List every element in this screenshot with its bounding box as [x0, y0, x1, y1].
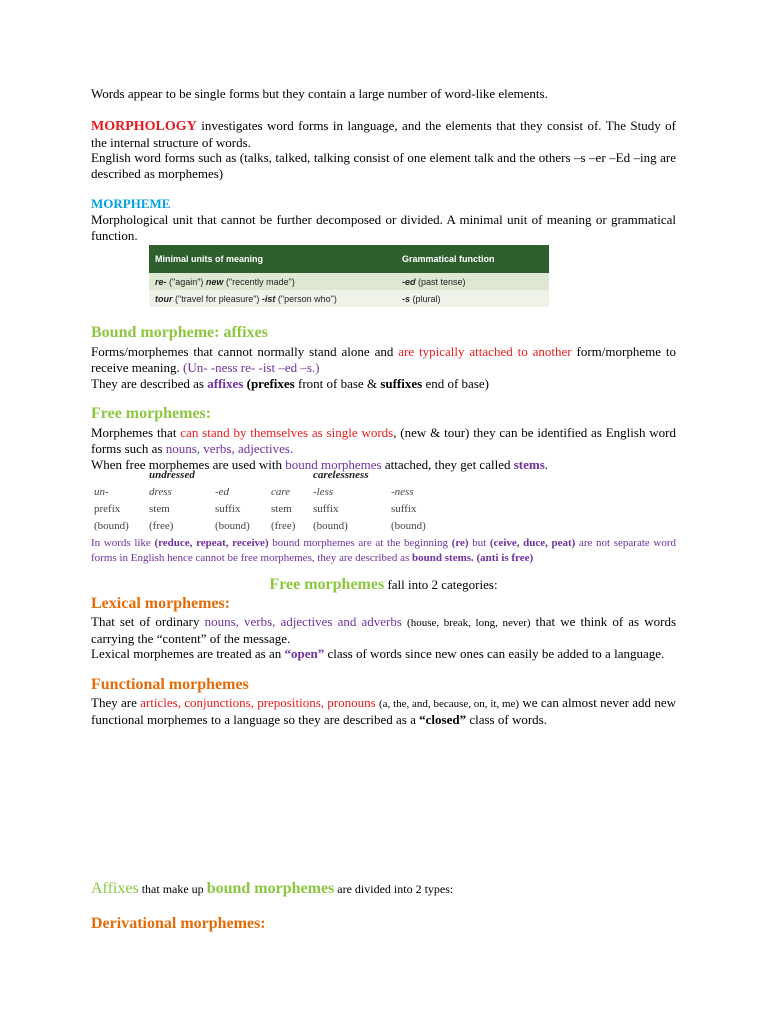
word-label-carelessness: carelessness: [313, 469, 369, 481]
table-cell: tour ("travel for pleasure") -ist ("person who"): [149, 290, 396, 307]
categories-line: Free morphemes fall into 2 categories:: [269, 576, 498, 593]
table-header-meaning: Minimal units of meaning: [149, 245, 396, 273]
table-row: [149, 273, 549, 290]
morph-cell: suffix: [391, 503, 417, 515]
morph-cell: dress: [149, 486, 172, 498]
morphology-example: English word forms such as (talks, talked, talking consist of one element talk and the others –s –er –Ed –ing are described as morphemes): [91, 150, 676, 181]
morphology-definition: investigates word forms in language, and the elements that they consist of. The Study of the internal structure of words.: [91, 118, 676, 150]
morphology-paragraph: [91, 118, 676, 151]
morph-cell: -ed: [215, 486, 230, 498]
free-paragraph: Morphemes that can stand by themselves as single words, (new & tour) they can be identified as English word forms such as nouns, verbs, adjectives.: [91, 425, 677, 456]
functional-paragraph: They are articles, conjunctions, prepositions, pronouns (a, the, and, because, on, it, me) we can almost never add new functional morphemes to a language so they are described as a “closed” class of words.: [91, 695, 676, 727]
affixes-description: They are described as affixes (prefixes front of base & suffixes end of base): [91, 376, 489, 391]
morph-cell: -less: [313, 486, 334, 498]
bound-heading: [91, 325, 676, 341]
intro-text: Words appear to be single forms but they contain a large number of word-like elements.: [91, 86, 548, 101]
word-breakdown-grid: [91, 469, 511, 534]
lexical-heading: [91, 596, 676, 612]
functional-heading: [91, 677, 676, 693]
bound-paragraph: Forms/morphemes that cannot normally stand alone and are typically attached to another form/morpheme to receive meaning. (Un- -ness re- -ist –ed –s.): [91, 344, 676, 375]
lexical-paragraph: That set of ordinary nouns, verbs, adjectives and adverbs (house, break, long, never) that we think of as words carrying the “content” of the message.: [91, 614, 677, 646]
morph-cell: un-: [94, 486, 109, 498]
lexical-open-class: Lexical morphemes are treated as an “open” class of words since new ones can easily be added to a language.: [91, 646, 665, 661]
morph-cell: stem: [149, 503, 170, 515]
morph-cell: (bound): [215, 520, 250, 532]
bound-title: Bound morpheme: affixes: [91, 324, 268, 341]
table-row: [149, 290, 549, 307]
affixes-line: Affixes that make up bound morphemes are divided into 2 types:: [91, 880, 454, 897]
word-label-undressed: undressed: [149, 469, 195, 481]
derivational-heading: [91, 916, 676, 932]
morph-cell: prefix: [94, 503, 121, 515]
morpheme-definition: Morphological unit that cannot be further decomposed or divided. A minimal unit of meaning or grammatical function.: [91, 212, 676, 243]
morpheme-table: [149, 245, 549, 307]
free-title: Free morphemes:: [91, 405, 212, 422]
morpheme-title: MORPHEME: [91, 196, 171, 211]
categories-title: Free morphemes: [269, 576, 385, 593]
morpheme-heading: [91, 196, 676, 212]
table-header-grammatical: Grammatical function: [396, 245, 549, 273]
derivational-title: Derivational morphemes:: [91, 915, 266, 932]
morph-cell: (free): [149, 520, 174, 532]
table-cell: -ed (past tense): [396, 273, 549, 290]
table-cell: re- ("again") new ("recently made"): [149, 273, 396, 290]
morph-cell: care: [271, 486, 291, 498]
morph-cell: -ness: [391, 486, 414, 498]
lexical-title: Lexical morphemes:: [91, 595, 231, 612]
free-heading: [91, 406, 676, 422]
affixes-word: Affixes: [91, 880, 139, 897]
morph-cell: suffix: [313, 503, 339, 515]
morph-cell: suffix: [215, 503, 241, 515]
bound-morphemes-word: bound morphemes: [206, 880, 335, 897]
functional-title: Functional morphemes: [91, 676, 249, 693]
morphology-title: MORPHOLOGY: [91, 119, 197, 134]
bound-stems-note: In words like (reduce, repeat, receive) bound morphemes are at the beginning (re) but (ceive, duce, peat) are not separate word forms in English hence cannot be free morphemes, they are described as bound stems. (anti is free): [91, 537, 677, 564]
morph-cell: (free): [271, 520, 296, 532]
morph-cell: (bound): [391, 520, 426, 532]
table-cell: -s (plural): [396, 290, 549, 307]
morph-cell: (bound): [94, 520, 129, 532]
stems-paragraph: When free morphemes are used with bound morphemes attached, they get called stems.: [91, 457, 549, 472]
morph-cell: stem: [271, 503, 292, 515]
morph-cell: (bound): [313, 520, 348, 532]
